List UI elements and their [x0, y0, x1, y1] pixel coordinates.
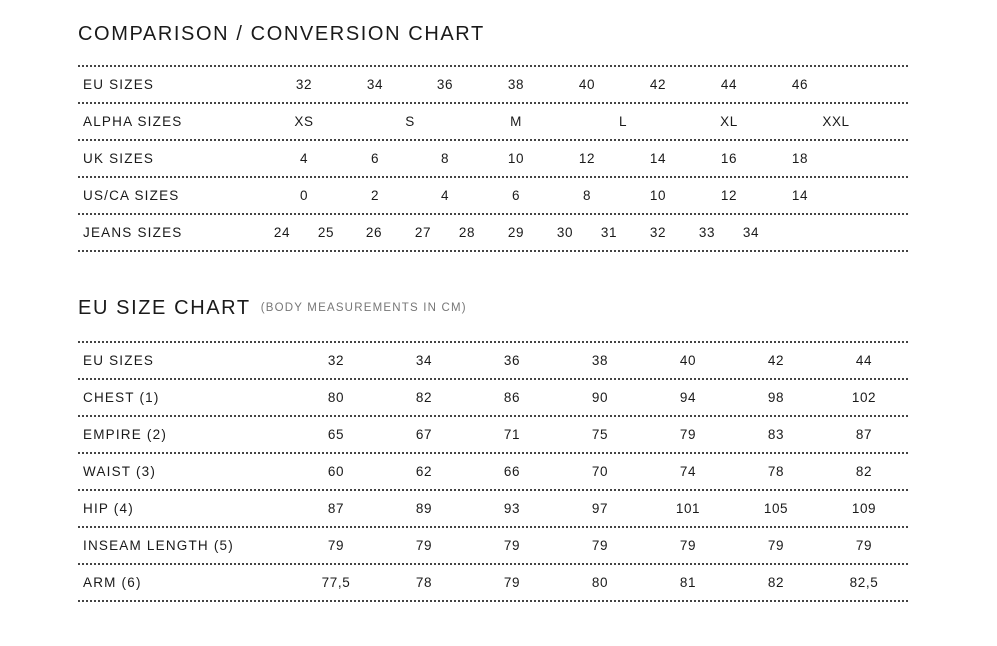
table-cell: S [405, 114, 415, 129]
table-row [78, 491, 908, 528]
table-cell: 66 [503, 464, 521, 479]
table-cell: 82 [855, 464, 873, 479]
eu-size-chart-title-text: EU SIZE CHART [78, 297, 251, 319]
table-cell: 67 [415, 427, 433, 442]
table-cell: 82 [415, 390, 433, 405]
row-label: ARM (6) [83, 575, 142, 590]
table-cell: 82,5 [849, 575, 879, 590]
table-row [78, 528, 908, 565]
table-cell: 6 [370, 151, 380, 166]
table-cell: 98 [767, 390, 785, 405]
row-label: US/CA SIZES [83, 188, 180, 203]
table-cell: 80 [591, 575, 609, 590]
table-cell: 4 [440, 188, 450, 203]
comparison-chart-title: COMPARISON / CONVERSION CHART [78, 23, 485, 45]
table-cell: 24 [273, 225, 291, 240]
table-cell: 4 [299, 151, 309, 166]
table-cell: 86 [503, 390, 521, 405]
table-cell: 93 [503, 501, 521, 516]
row-label: INSEAM LENGTH (5) [83, 538, 234, 553]
table-cell: 79 [591, 538, 609, 553]
table-cell: 79 [679, 538, 697, 553]
table-cell: 79 [503, 575, 521, 590]
table-cell: 87 [855, 427, 873, 442]
table-cell: 10 [507, 151, 525, 166]
table-row [78, 343, 908, 380]
table-cell: 74 [679, 464, 697, 479]
table-cell: 79 [503, 538, 521, 553]
table-cell: 79 [767, 538, 785, 553]
table-cell: 79 [679, 427, 697, 442]
table-cell: 78 [415, 575, 433, 590]
table-cell: 102 [851, 390, 877, 405]
table-cell: 40 [578, 77, 596, 92]
table-row [78, 380, 908, 417]
table-row [78, 565, 908, 602]
row-label: EU SIZES [83, 353, 155, 368]
table-cell: M [510, 114, 522, 129]
table-cell: 71 [503, 427, 521, 442]
table-cell: 42 [767, 353, 785, 368]
table-cell: 2 [370, 188, 380, 203]
table-cell: 36 [503, 353, 521, 368]
row-label: ALPHA SIZES [83, 114, 183, 129]
table-cell: 44 [855, 353, 873, 368]
table-row [78, 215, 908, 252]
row-label: UK SIZES [83, 151, 155, 166]
table-cell: 25 [317, 225, 335, 240]
table-cell: 32 [295, 77, 313, 92]
table-cell: 79 [415, 538, 433, 553]
table-cell: 70 [591, 464, 609, 479]
table-cell: 12 [720, 188, 738, 203]
table-cell: 83 [767, 427, 785, 442]
comparison-table [78, 65, 908, 252]
table-cell: 87 [327, 501, 345, 516]
table-cell: 12 [578, 151, 596, 166]
table-cell: XXL [822, 114, 850, 129]
row-label: JEANS SIZES [83, 225, 183, 240]
table-cell: 79 [855, 538, 873, 553]
table-cell: XS [294, 114, 314, 129]
table-row [78, 454, 908, 491]
table-cell: 42 [649, 77, 667, 92]
table-cell: 97 [591, 501, 609, 516]
eu-size-chart-subtitle: (BODY MEASUREMENTS IN CM) [260, 302, 467, 314]
row-label: EU SIZES [83, 77, 155, 92]
table-cell: XL [720, 114, 738, 129]
table-cell: 14 [649, 151, 667, 166]
table-cell: 8 [440, 151, 450, 166]
table-cell: 34 [366, 77, 384, 92]
table-cell: 29 [507, 225, 525, 240]
table-row [78, 417, 908, 454]
table-cell: 79 [327, 538, 345, 553]
table-cell: 44 [720, 77, 738, 92]
row-label: CHEST (1) [83, 390, 160, 405]
table-cell: 65 [327, 427, 345, 442]
table-cell: 81 [679, 575, 697, 590]
table-row [78, 178, 908, 215]
table-cell: 62 [415, 464, 433, 479]
table-row [78, 67, 908, 104]
table-cell: 109 [851, 501, 877, 516]
table-cell: 80 [327, 390, 345, 405]
table-cell: 18 [791, 151, 809, 166]
table-cell: 6 [511, 188, 521, 203]
row-label: EMPIRE (2) [83, 427, 168, 442]
row-label: HIP (4) [83, 501, 134, 516]
table-cell: 75 [591, 427, 609, 442]
table-cell: 26 [365, 225, 383, 240]
table-cell: 16 [720, 151, 738, 166]
table-cell: 94 [679, 390, 697, 405]
table-cell: 60 [327, 464, 345, 479]
table-cell: 89 [415, 501, 433, 516]
table-cell: 14 [791, 188, 809, 203]
table-cell: 30 [556, 225, 574, 240]
table-cell: L [618, 114, 628, 129]
table-cell: 40 [679, 353, 697, 368]
table-cell: 0 [299, 188, 309, 203]
table-cell: 105 [763, 501, 789, 516]
table-cell: 36 [436, 77, 454, 92]
table-cell: 27 [414, 225, 432, 240]
table-cell: 90 [591, 390, 609, 405]
eu-size-chart-title [78, 298, 467, 318]
table-cell: 46 [791, 77, 809, 92]
table-cell: 101 [675, 501, 701, 516]
table-row [78, 141, 908, 178]
table-cell: 77,5 [321, 575, 351, 590]
row-label: WAIST (3) [83, 464, 157, 479]
table-cell: 10 [649, 188, 667, 203]
table-cell: 38 [591, 353, 609, 368]
table-cell: 78 [767, 464, 785, 479]
table-cell: 32 [327, 353, 345, 368]
table-cell: 28 [458, 225, 476, 240]
table-cell: 33 [698, 225, 716, 240]
table-cell: 8 [582, 188, 592, 203]
eu-size-table [78, 341, 908, 602]
table-cell: 34 [742, 225, 760, 240]
table-cell: 82 [767, 575, 785, 590]
table-row [78, 104, 908, 141]
table-cell: 34 [415, 353, 433, 368]
table-cell: 32 [649, 225, 667, 240]
table-cell: 38 [507, 77, 525, 92]
table-cell: 31 [600, 225, 618, 240]
